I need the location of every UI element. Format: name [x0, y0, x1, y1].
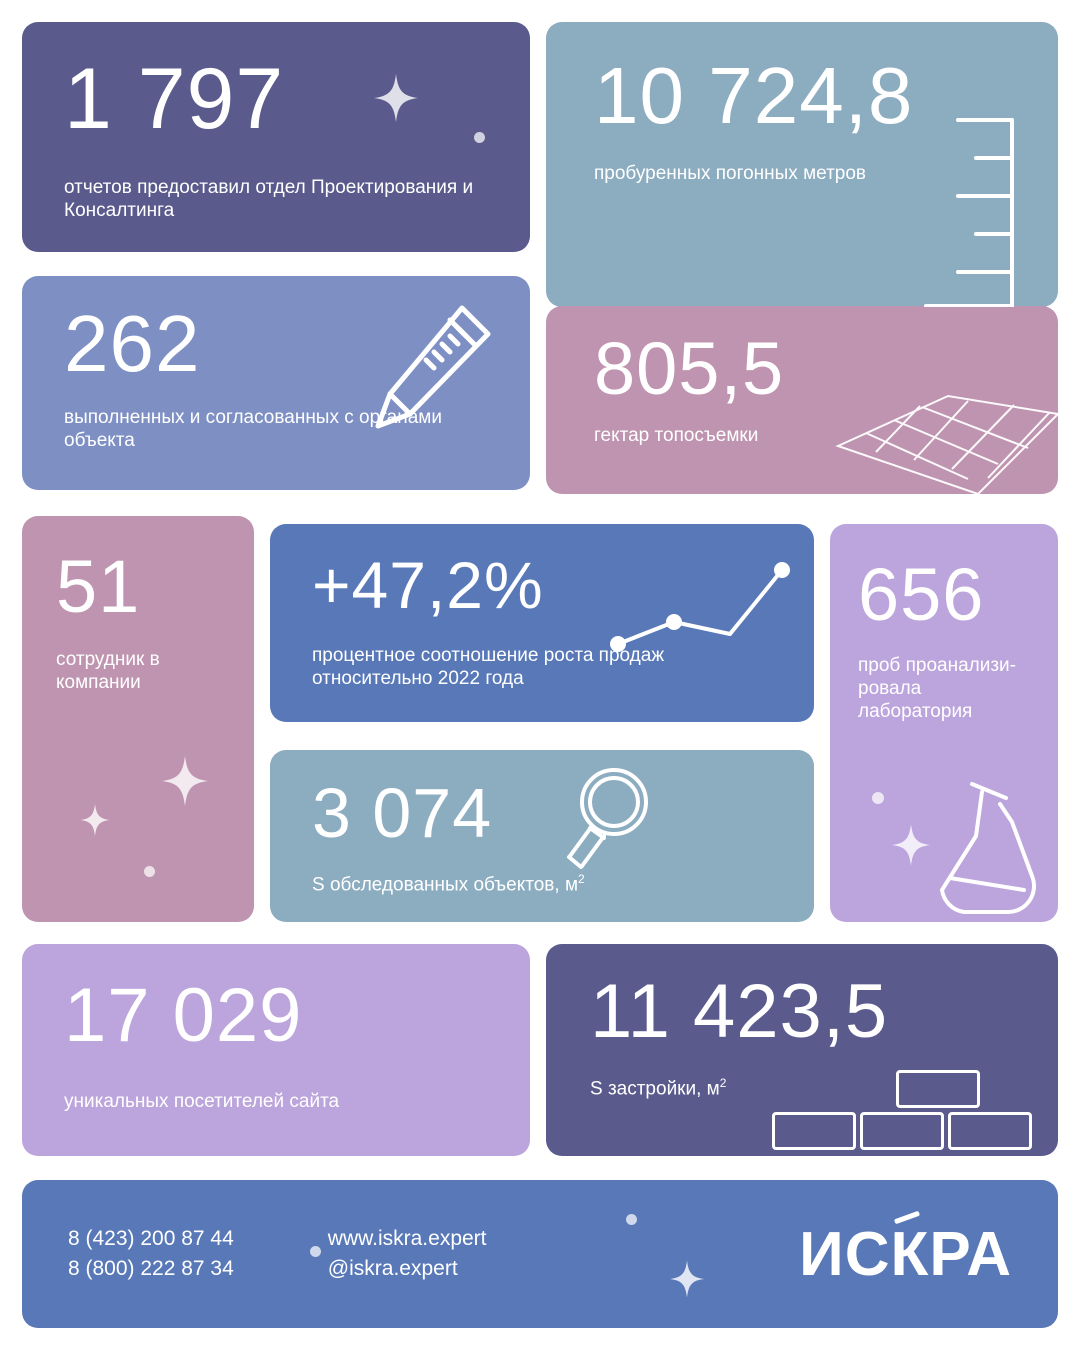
stat-caption: процентное соотношение роста продаж относительно 2022 года: [312, 645, 665, 690]
stat-caption-main: S застройки, м: [590, 1078, 720, 1100]
stat-card-site-visitors: [22, 944, 530, 1156]
stat-caption: пробуренных погонных метров: [594, 163, 867, 184]
flask-icon: [920, 778, 1050, 918]
phone-secondary[interactable]: 8 (800) 222 87 34: [68, 1257, 234, 1280]
decor-dot: [626, 1214, 637, 1225]
social-handle[interactable]: @iskra.expert: [327, 1257, 458, 1280]
website-link[interactable]: www.iskra.expert: [327, 1226, 487, 1250]
stat-caption-main: S обследованных объектов, м: [312, 874, 578, 896]
footer-phones: [68, 1224, 234, 1285]
stat-card-reports: [22, 22, 530, 252]
stat-value: 51: [56, 545, 141, 628]
stat-caption: отчетов предоставил отдел Проектирования и Консалтинга: [64, 177, 474, 222]
stat-card-staff: [22, 516, 254, 922]
stat-value: +47,2%: [312, 548, 544, 622]
stat-caption: гектар топосъемки: [594, 425, 759, 446]
footer-contact-bar: [22, 1180, 1058, 1328]
stat-caption: сотрудник в компании: [56, 649, 160, 694]
stat-value: 11 423,5: [590, 969, 889, 1054]
sparkle-icon: [670, 1260, 704, 1298]
stat-caption: [590, 1076, 1024, 1101]
bricks-icon: [768, 1060, 1028, 1156]
stat-card-sales-growth: [270, 524, 814, 722]
stat-card-objects: [22, 276, 530, 490]
sparkle-icon: [162, 756, 208, 806]
stat-card-topography: [546, 306, 1058, 494]
ruler-icon: [924, 118, 1014, 307]
stat-caption-superscript: 2: [719, 1076, 727, 1090]
logo-text-part3: РА: [929, 1219, 1012, 1289]
stat-value: 3 074: [312, 774, 493, 852]
stat-caption: уникальных посетителей сайта: [64, 1091, 340, 1112]
company-logo: [799, 1219, 1012, 1290]
stat-value: 17 029: [64, 973, 303, 1058]
stat-card-lab-samples: [830, 524, 1058, 922]
stat-caption-superscript: 2: [578, 872, 585, 886]
decor-dot: [144, 866, 155, 877]
logo-text-part2: К: [890, 1219, 930, 1289]
stat-caption: [312, 872, 784, 897]
stat-value: 805,5: [594, 327, 785, 410]
stat-card-building-area: [546, 944, 1058, 1156]
stat-value: 1 797: [64, 51, 285, 147]
footer-web: [328, 1224, 487, 1285]
decor-dot: [872, 792, 884, 804]
sparkle-icon: [80, 804, 110, 836]
stat-value: 656: [858, 553, 985, 636]
stat-caption: проб проанализи-ровала лаборатория: [858, 655, 1016, 723]
stat-value: 262: [64, 299, 201, 388]
stat-card-drilled-meters: [546, 22, 1058, 307]
stat-value: 10 724,8: [594, 51, 914, 140]
stat-caption: выполненных и согласованных с органами объекта: [64, 407, 442, 452]
decor-dot: [310, 1246, 321, 1257]
phone-primary[interactable]: 8 (423) 200 87 44: [68, 1226, 234, 1250]
logo-text-part1: ИС: [799, 1219, 891, 1289]
stat-card-surveyed-area: [270, 750, 814, 922]
